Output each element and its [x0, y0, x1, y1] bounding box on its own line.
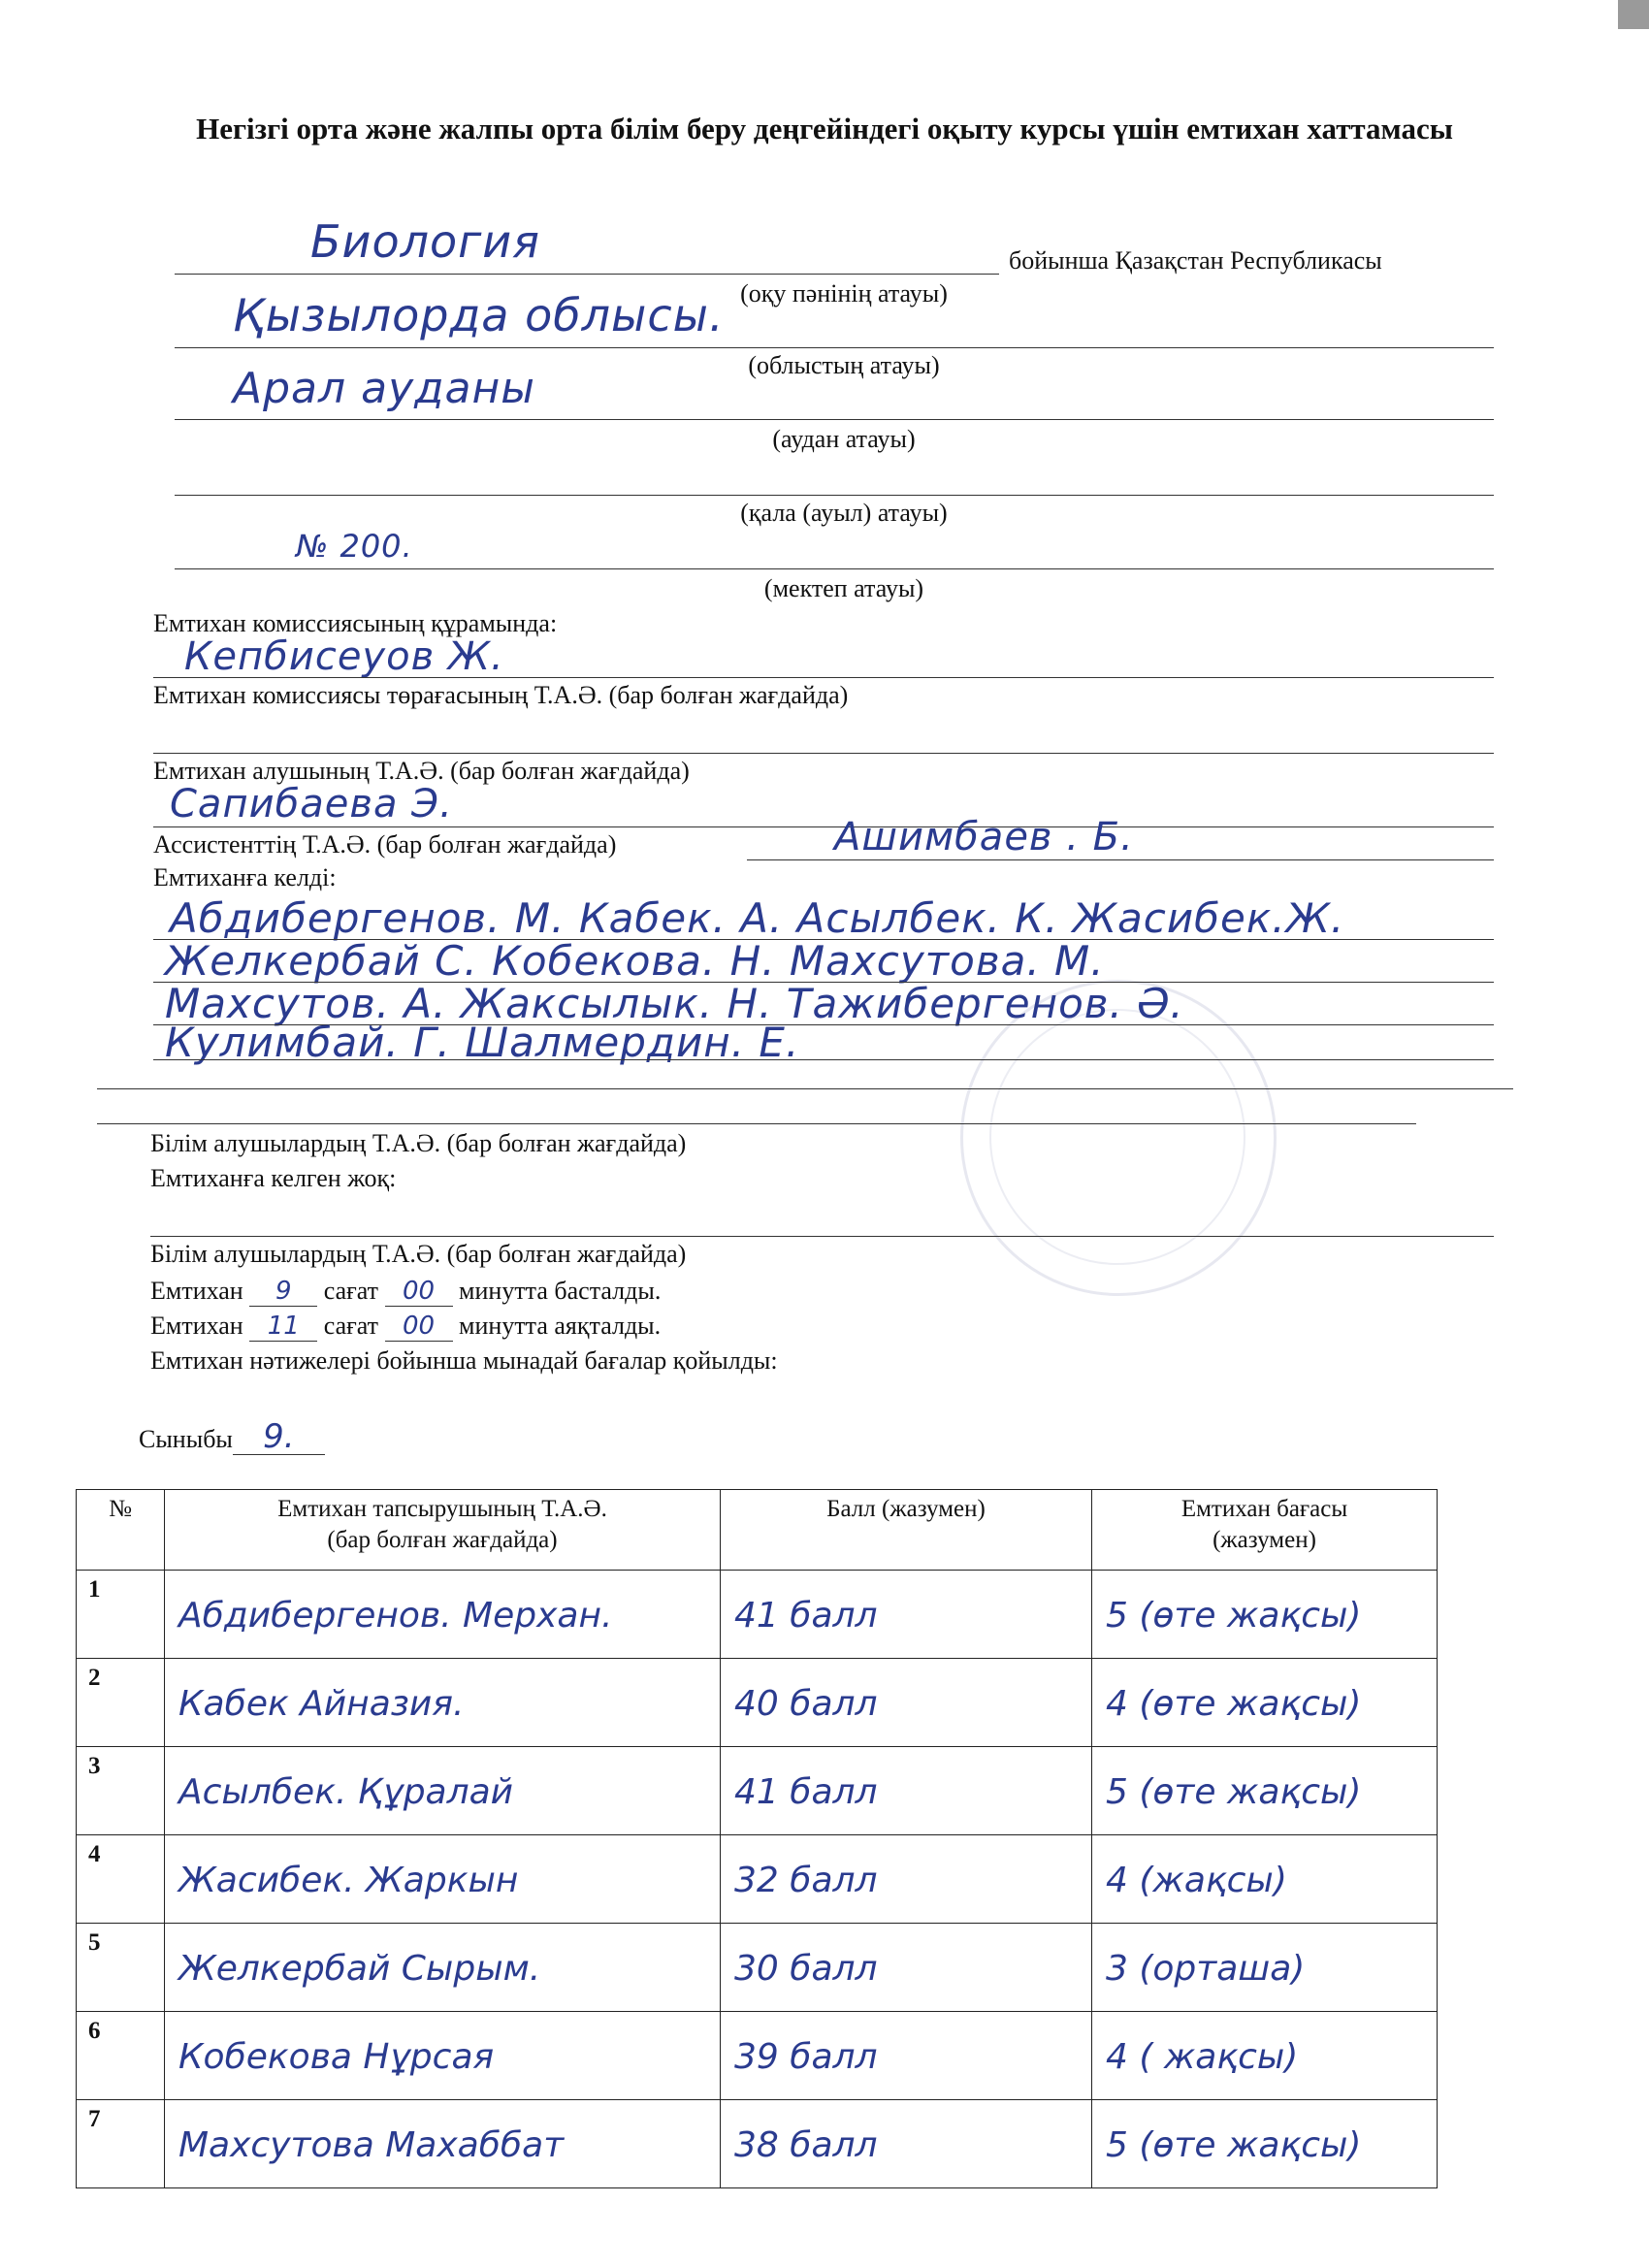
header-name-line1: Емтихан тапсырушының Т.А.Ә.: [277, 1496, 607, 1522]
grades-table: [76, 1489, 1438, 2188]
subject-line: [175, 274, 999, 275]
table-row: [77, 2012, 1438, 2100]
row-name: Абдибергенов. Мерхан.: [178, 1596, 613, 1636]
present-line-4: Кулимбай. Г. Шалмердин. Е.: [165, 1019, 800, 1066]
row-score: 39 балл: [734, 2037, 878, 2077]
row-num: 2: [77, 1659, 165, 1747]
assistant-value: Ашимбаев . Б.: [834, 815, 1134, 859]
present-line-2: Желкербай С. Кобекова. Н. Махсутова. М.: [165, 937, 1105, 985]
row-score: 41 балл: [734, 1596, 878, 1636]
students-caption-2: Білім алушылардың Т.А.Ә. (бар болған жағдайда): [150, 1240, 687, 1268]
header-name: [165, 1490, 721, 1571]
header-grade-line2: (жазумен): [1212, 1527, 1316, 1553]
row-name: Жасибек. Жаркын: [178, 1861, 519, 1900]
class-row: [139, 1417, 325, 1456]
district-line: [175, 419, 1494, 420]
table-row: [77, 1835, 1438, 1924]
row-grade: 5 (өте жақсы): [1106, 1772, 1362, 1812]
end-suffix: минутта аяқталды.: [459, 1312, 662, 1340]
row-grade: 3 (орташа): [1106, 1949, 1306, 1989]
start-time-row: [150, 1277, 661, 1307]
row-score: 40 балл: [734, 1684, 878, 1724]
city-caption: (қала (ауыл) атауы): [740, 499, 948, 527]
start-mid: сағат: [323, 1277, 379, 1305]
row-num: 3: [77, 1747, 165, 1835]
row-score: 41 балл: [734, 1772, 878, 1812]
subject-suffix: бойынша Қазақстан Республикасы: [1009, 246, 1382, 275]
city-line: [175, 495, 1494, 496]
row-name: Кабек Айназия.: [178, 1684, 465, 1724]
chair-line: [153, 677, 1494, 678]
table-row: [77, 1659, 1438, 1747]
row-num: 5: [77, 1924, 165, 2012]
start-minute: 00: [402, 1277, 436, 1306]
row-name: Асылбек. Құралай: [178, 1772, 514, 1812]
examiner-caption: Емтихан алушының Т.А.Ә. (бар болған жағдайда): [153, 757, 690, 785]
region-line: [175, 347, 1494, 348]
row-score: 30 балл: [734, 1949, 878, 1989]
row-num: 4: [77, 1835, 165, 1924]
row-name: Махсутова Махаббат: [178, 2125, 565, 2165]
scan-corner: [1618, 0, 1649, 29]
row-grade: 5 (өте жақсы): [1106, 1596, 1362, 1636]
table-header-row: [77, 1490, 1438, 1571]
district-value: Арал ауданы: [233, 364, 535, 413]
end-time-row: [150, 1312, 661, 1342]
table-row: [77, 1924, 1438, 2012]
row-name: Желкербай Сырым.: [178, 1949, 541, 1989]
assistant-label: Ассистенттің Т.А.Ә. (бар болған жағдайда): [153, 830, 617, 859]
present-rule-4: [153, 1059, 1494, 1060]
end-minute: 00: [402, 1312, 436, 1341]
row-grade: 4 (жақсы): [1106, 1861, 1287, 1900]
row-num: 6: [77, 2012, 165, 2100]
header-num: №: [77, 1490, 165, 1571]
chair-caption: Емтихан комиссиясы төрағасының Т.А.Ә. (бар болған жағдайда): [153, 681, 849, 709]
row-grade: 4 (өте жақсы): [1106, 1684, 1362, 1724]
class-label: Сыныбы: [139, 1425, 233, 1453]
row-num: 1: [77, 1571, 165, 1659]
table-row: [77, 2100, 1438, 2188]
row-grade: 5 (өте жақсы): [1106, 2125, 1362, 2165]
document-title: Негізгі орта және жалпы орта білім беру деңгейіндегі оқыту курсы үшін емтихан хаттамасы: [196, 112, 1453, 146]
absent-label: Емтиханға келген жоқ:: [150, 1164, 397, 1192]
region-caption: (облыстың атауы): [748, 351, 940, 379]
row-num: 7: [77, 2100, 165, 2188]
subject-value: Биология: [310, 215, 540, 268]
commission-label: Емтихан комиссиясының құрамында:: [153, 609, 558, 637]
subject-caption: (оқу пәнінің атауы): [740, 279, 948, 308]
row-score: 32 балл: [734, 1861, 878, 1900]
row-name: Кобекова Нұрсая: [178, 2037, 495, 2077]
present-line-1: Абдибергенов. М. Кабек. А. Асылбек. К. Жасибек.Ж.: [170, 894, 1345, 942]
chair-value: Кепбисеуов Ж.: [184, 634, 504, 679]
header-grade: [1092, 1490, 1438, 1571]
header-score: Балл (жазумен): [721, 1490, 1092, 1571]
region-value: Қызылорда облысы.: [233, 289, 725, 341]
examiner-value: Сапибаева Э.: [170, 782, 453, 826]
faded-stamp-inner: [989, 1009, 1245, 1265]
row-score: 38 балл: [734, 2125, 878, 2165]
assistant-line: [747, 859, 1494, 860]
end-prefix: Емтихан: [150, 1312, 243, 1340]
absent-line: [150, 1236, 1494, 1237]
header-name-line2: (бар болған жағдайда): [327, 1527, 558, 1553]
table-row: [77, 1747, 1438, 1835]
school-line: [175, 568, 1494, 569]
class-value: 9.: [263, 1417, 295, 1456]
school-value: № 200.: [296, 528, 413, 565]
start-suffix: минутта басталды.: [459, 1277, 662, 1305]
start-hour: 9: [275, 1277, 292, 1306]
end-mid: сағат: [323, 1312, 379, 1340]
examiner-line: [153, 753, 1494, 754]
present-label: Емтиханға келді:: [153, 863, 337, 891]
examiner-name-line: [153, 826, 1494, 827]
table-row: [77, 1571, 1438, 1659]
district-caption: (аудан атауы): [772, 425, 916, 453]
present-rule-5: [97, 1088, 1513, 1089]
start-prefix: Емтихан: [150, 1277, 243, 1305]
row-grade: 4 ( жақсы): [1106, 2037, 1299, 2077]
header-grade-line1: Емтихан бағасы: [1180, 1496, 1348, 1522]
students-caption: Білім алушылардың Т.А.Ә. (бар болған жағдайда): [150, 1129, 687, 1157]
results-label: Емтихан нәтижелері бойынша мынадай бағалар қойылды:: [150, 1346, 778, 1375]
present-rule-6: [97, 1123, 1416, 1124]
end-hour: 11: [267, 1312, 300, 1341]
school-caption: (мектеп атауы): [763, 574, 924, 602]
present-line-3: Махсутов. А. Жаксылык. Н. Тажибергенов. Ә.: [165, 980, 1184, 1027]
